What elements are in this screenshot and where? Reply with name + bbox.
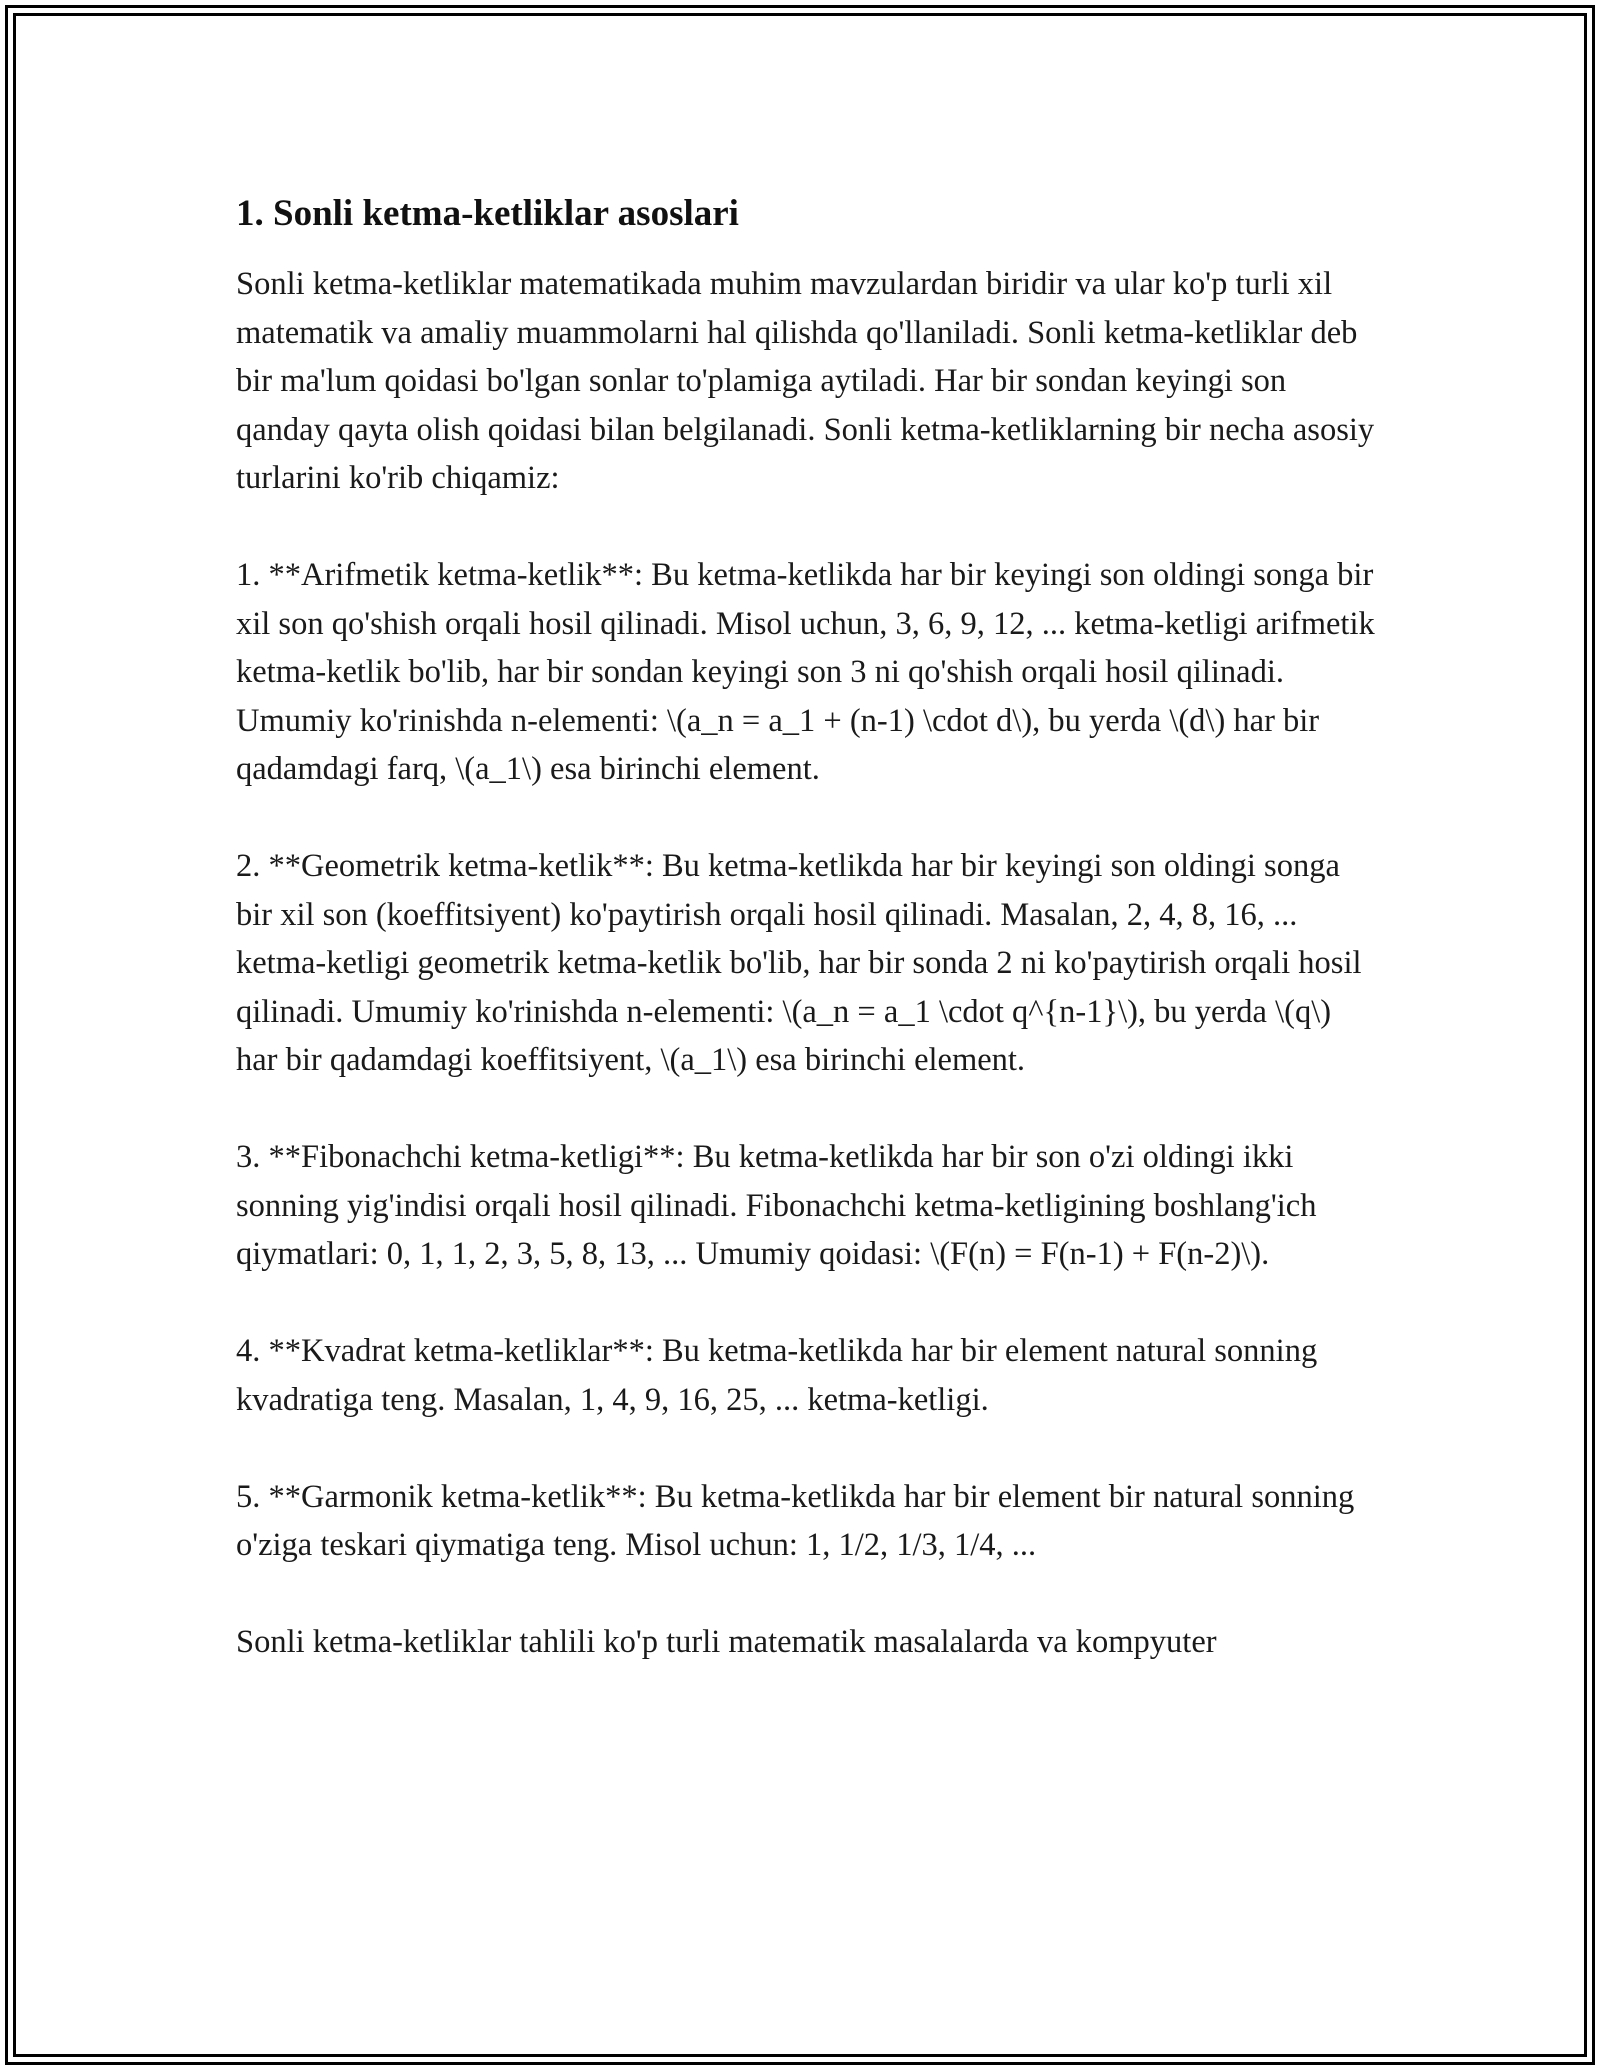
intro-paragraph: Sonli ketma-ketliklar matematikada muhim mavzulardan biridir va ular ko'p turli xil matematik va amaliy muammolarni hal qilishda qo'llaniladi. Sonli ketma-ketliklar deb bir ma'lum qoidasi bo'lgan sonlar to'plamiga aytiladi. Har bir sondan keyingi son qanday qayta olish qoidasi bilan belgilanadi. Sonli ketma-ketliklarning bir necha asosiy turlarini ko'rib chiqamiz: xyxy=(236,266,1375,496)
list-item-fibonacci: 3. **Fibonachchi ketma-ketligi**: Bu ketma-ketlikda har bir son o'zi oldingi ikki sonning yig'indisi orqali hosil qilinadi. Fibonachchi ketma-ketligining boshlang'ich qiymatlari: 0, 1, 1, 2, 3, 5, 8, 13, ... Umumiy qoidasi: \(F(n) = F(n-1) + F(n-2)\). xyxy=(236,1139,1317,1272)
list-item-geometric: 2. **Geometrik ketma-ketlik**: Bu ketma-ketlikda har bir keyingi son oldingi songa bir xil son (koeffitsiyent) ko'paytirish orqali hosil qilinadi. Masalan, 2, 4, 8, 16, ... ketma-ketligi geometrik ketma-ketlik bo'lib, har bir sonda 2 ni ko'paytirish orqali hosil qilinadi. Umumiy ko'rinishda n-elementi: \(a_n = a_1 \cdot q^{n-1}\), bu yerda \(q\) har bir qadamdagi koeffitsiyent, \(a_1\) esa birinchi element. xyxy=(236,848,1362,1078)
document-body xyxy=(236,188,1376,1715)
list-item-square: 4. **Kvadrat ketma-ketliklar**: Bu ketma-ketlikda har bir element natural sonning kvadratiga teng. Masalan, 1, 4, 9, 16, 25, ... ketma-ketligi. xyxy=(236,1333,1318,1418)
section-title: 1. Sonli ketma-ketliklar asoslari xyxy=(236,193,739,234)
list-item-harmonic: 5. **Garmonik ketma-ketlik**: Bu ketma-ketlikda har bir element bir natural sonning o'ziga teskari qiymatiga teng. Misol uchun: 1, 1/2, 1/3, 1/4, ... xyxy=(236,1478,1355,1563)
closing-paragraph: Sonli ketma-ketliklar tahlili ko'p turli matematik masalalarda va kompyuter xyxy=(236,1624,1217,1660)
list-item-arithmetic: 1. **Arifmetik ketma-ketlik**: Bu ketma-ketlikda har bir keyingi son oldingi songa bir xil son qo'shish orqali hosil qilinadi. Misol uchun, 3, 6, 9, 12, ... ketma-ketligi arifmetik ketma-ketlik bo'lib, har bir sondan keyingi son 3 ni qo'shish orqali hosil qilinadi. Umumiy ko'rinishda n-elementi: \(a_n = a_1 + (n-1) \cdot d\), bu yerda \(d\) har bir qadamdagi farq, \(a_1\) esa birinchi element. xyxy=(236,557,1375,787)
